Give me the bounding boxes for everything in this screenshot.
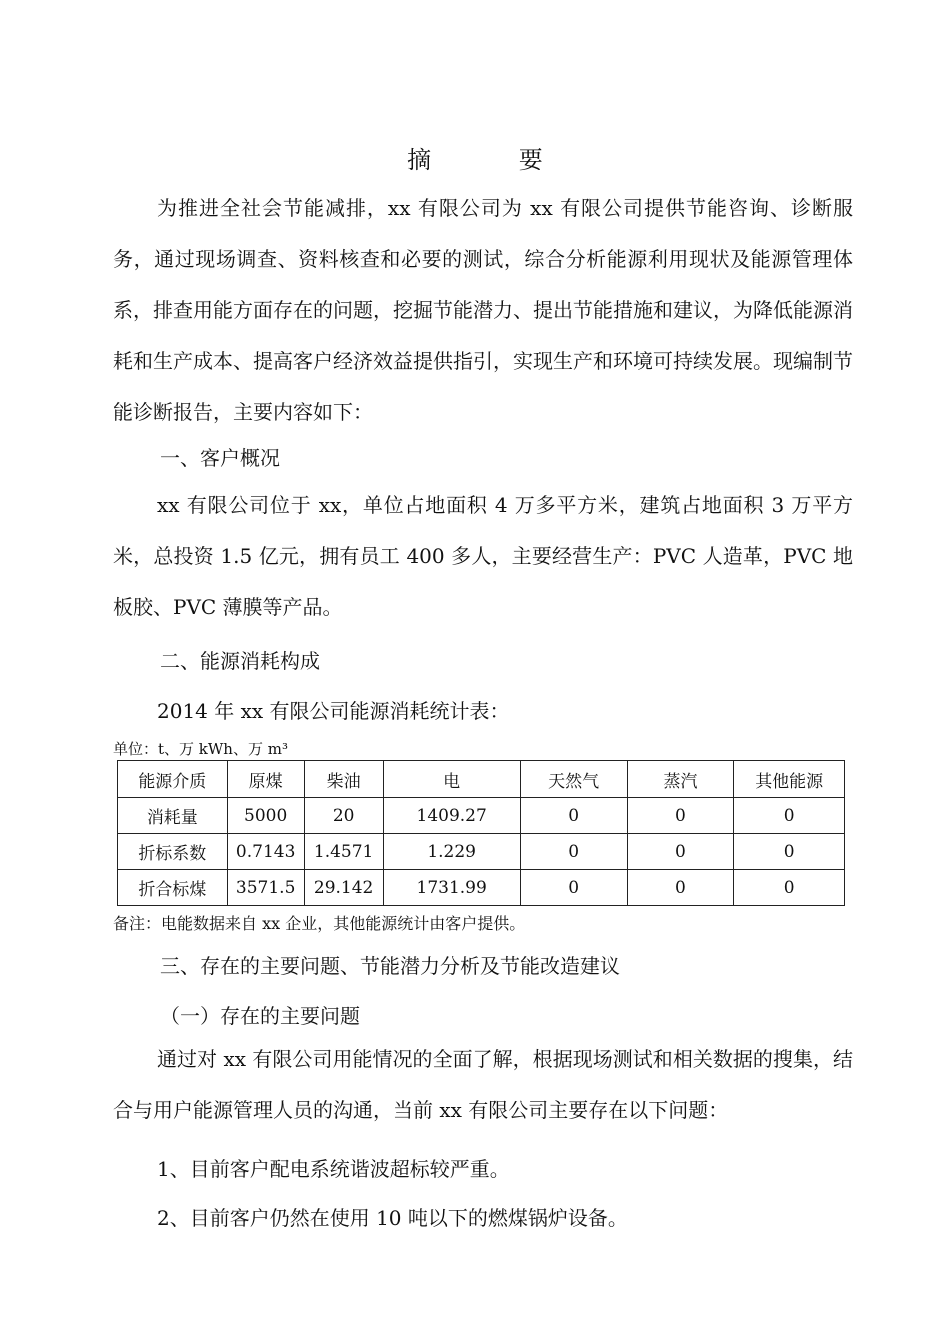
unit-label: 单位：t、万 kWh、万 m³ [113, 740, 288, 758]
table-cell: 5000 [227, 798, 304, 834]
energy-consumption-table [117, 760, 845, 906]
table-cell: 1409.27 [383, 798, 520, 834]
table-header-cell: 其他能源 [734, 761, 845, 798]
table-cell: 1731.99 [383, 870, 520, 906]
problems-paragraph: 通过对 xx 有限公司用能情况的全面了解，根据现场测试和相关数据的搜集，结合与用户能源管理人员的沟通，当前 xx 有限公司主要存在以下问题： [113, 1047, 853, 1122]
table-cell: 0 [627, 798, 734, 834]
page-title: 摘 要 [407, 146, 583, 174]
table-cell: 3571.5 [227, 870, 304, 906]
table-cell: 0 [520, 798, 627, 834]
section-heading-problems: 三、存在的主要问题、节能潜力分析及节能改造建议 [160, 954, 620, 978]
table-cell: 0 [734, 870, 845, 906]
table-cell: 0 [734, 798, 845, 834]
table-cell: 29.142 [304, 870, 383, 906]
table-cell: 0 [627, 870, 734, 906]
table-header-cell: 天然气 [520, 761, 627, 798]
table-cell: 折合标煤 [118, 870, 228, 906]
table-row [118, 798, 845, 834]
table-cell: 1.229 [383, 834, 520, 870]
table-header-cell: 柴油 [304, 761, 383, 798]
section-heading-energy-composition: 二、能源消耗构成 [160, 649, 320, 673]
table-header-cell: 原煤 [227, 761, 304, 798]
table-row [118, 870, 845, 906]
table-header-cell: 蒸汽 [627, 761, 734, 798]
table-cell: 20 [304, 798, 383, 834]
table-caption: 2014 年 xx 有限公司能源消耗统计表： [157, 699, 510, 723]
list-item: 1、目前客户配电系统谐波超标较严重。 [157, 1157, 510, 1181]
table-note: 备注：电能数据来自 xx 企业，其他能源统计由客户提供。 [113, 914, 526, 933]
table-cell: 0 [627, 834, 734, 870]
table-cell: 0 [734, 834, 845, 870]
section-heading-customer-overview: 一、客户概况 [160, 446, 280, 470]
table-header-cell: 能源介质 [118, 761, 228, 798]
table-row [118, 834, 845, 870]
table-cell: 消耗量 [118, 798, 228, 834]
table-cell: 0.7143 [227, 834, 304, 870]
intro-paragraph: 为推进全社会节能减排，xx 有限公司为 xx 有限公司提供节能咨询、诊断服务，通过现场调查、资料核查和必要的测试，综合分析能源利用现状及能源管理体系，排查用能方面存在的问题，挖掘节能潜力、提出节能措施和建议，为降低能源消耗和生产成本、提高客户经济效益提供指引，实现生产和环境可持续发展。现编制节能诊断报告，主要内容如下： [113, 196, 853, 424]
table-cell: 0 [520, 870, 627, 906]
table-cell: 0 [520, 834, 627, 870]
table-cell: 1.4571 [304, 834, 383, 870]
list-item: 2、目前客户仍然在使用 10 吨以下的燃煤锅炉设备。 [157, 1206, 628, 1230]
table-header-cell: 电 [383, 761, 520, 798]
customer-overview-paragraph: xx 有限公司位于 xx，单位占地面积 4 万多平方米，建筑占地面积 3 万平方米，总投资 1.5 亿元，拥有员工 400 多人，主要经营生产：PVC 人造革，PVC 地板胶、PVC 薄膜等产品。 [113, 493, 853, 619]
subsection-heading-main-problems: （一）存在的主要问题 [160, 1004, 360, 1028]
table-header-row [118, 761, 845, 798]
table-cell: 折标系数 [118, 834, 228, 870]
